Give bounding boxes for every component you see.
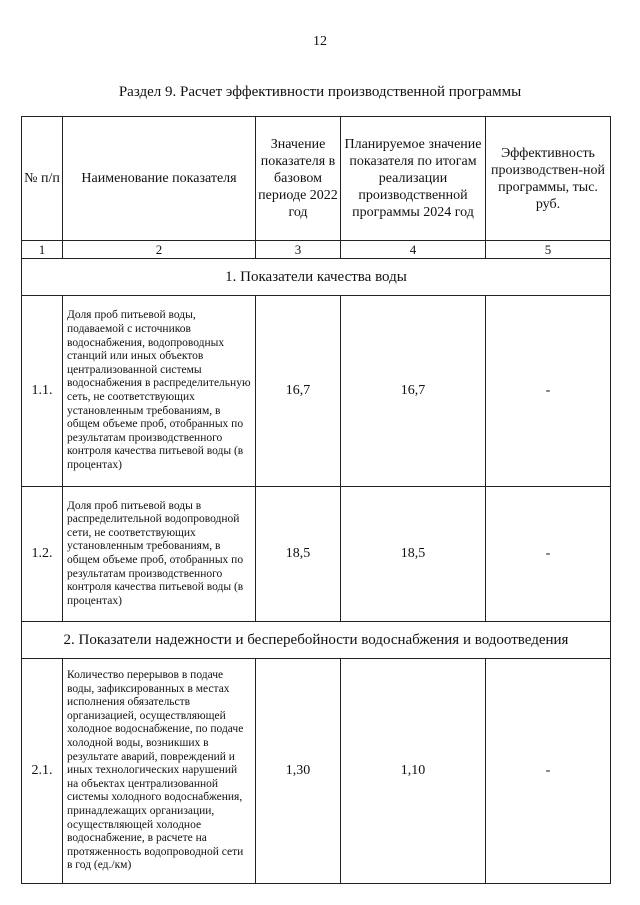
group-title-row bbox=[22, 259, 611, 296]
column-number: 2 bbox=[63, 241, 256, 259]
table-header-row bbox=[22, 117, 611, 241]
efficiency-value: - bbox=[486, 487, 611, 622]
efficiency-table bbox=[21, 116, 611, 884]
page-number: 12 bbox=[313, 34, 327, 49]
row-number: 1.1. bbox=[22, 296, 63, 487]
indicator-name: Количество перерывов в подаче воды, зафиксированных в местах исполнения обязательств организацией, осуществляющей холодное водоснабжение, по подаче холодной воды, возникших в результате аварий, повреждений и иных технологических нарушений на объектах централизованной системы холодного водоснабжения, принадлежащих организации, осуществляющей холодное водоснабжение, в расчете на протяженность водопроводной сети в год (ед./км) bbox=[63, 659, 256, 884]
row-number: 2.1. bbox=[22, 659, 63, 884]
efficiency-value: - bbox=[486, 296, 611, 487]
header-num: № п/п bbox=[22, 117, 63, 241]
column-number: 3 bbox=[256, 241, 341, 259]
table-row bbox=[22, 487, 611, 622]
column-number: 1 bbox=[22, 241, 63, 259]
planned-value: 16,7 bbox=[341, 296, 486, 487]
column-number: 5 bbox=[486, 241, 611, 259]
indicator-name: Доля проб питьевой воды в распределительной водопроводной сети, не соответствующих установленным требованиям, в общем объеме проб, отобранных по результатам производственного контроля качества питьевой воды (в процентах) bbox=[63, 487, 256, 622]
group-title: 2. Показатели надежности и бесперебойности водоснабжения и водоотведения bbox=[22, 622, 611, 659]
efficiency-value: - bbox=[486, 659, 611, 884]
planned-value: 1,10 bbox=[341, 659, 486, 884]
planned-value: 18,5 bbox=[341, 487, 486, 622]
base-value: 16,7 bbox=[256, 296, 341, 487]
group-title: 1. Показатели качества воды bbox=[22, 259, 611, 296]
row-number: 1.2. bbox=[22, 487, 63, 622]
header-base-value: Значение показателя в базовом периоде 2022 год bbox=[256, 117, 341, 241]
header-name: Наименование показателя bbox=[63, 117, 256, 241]
column-number-row bbox=[22, 241, 611, 259]
indicator-name: Доля проб питьевой воды, подаваемой с источников водоснабжения, водопроводных станций или иных объектов централизованной системы водоснабжения в распределительную сеть, не соответствующих установленным требованиям, в общем объеме проб, отобранных по результатам производственного контроля качества питьевой воды (в процентах) bbox=[63, 296, 256, 487]
base-value: 1,30 bbox=[256, 659, 341, 884]
column-number: 4 bbox=[341, 241, 486, 259]
table-row bbox=[22, 296, 611, 487]
group-title-row bbox=[22, 622, 611, 659]
header-planned-value: Планируемое значение показателя по итогам реализации производственной программы 2024 год bbox=[341, 117, 486, 241]
section-title: Раздел 9. Расчет эффективности производственной программы bbox=[118, 84, 522, 100]
header-efficiency: Эффективность производствен-ной программы, тыс. руб. bbox=[486, 117, 611, 241]
base-value: 18,5 bbox=[256, 487, 341, 622]
table-row bbox=[22, 659, 611, 884]
